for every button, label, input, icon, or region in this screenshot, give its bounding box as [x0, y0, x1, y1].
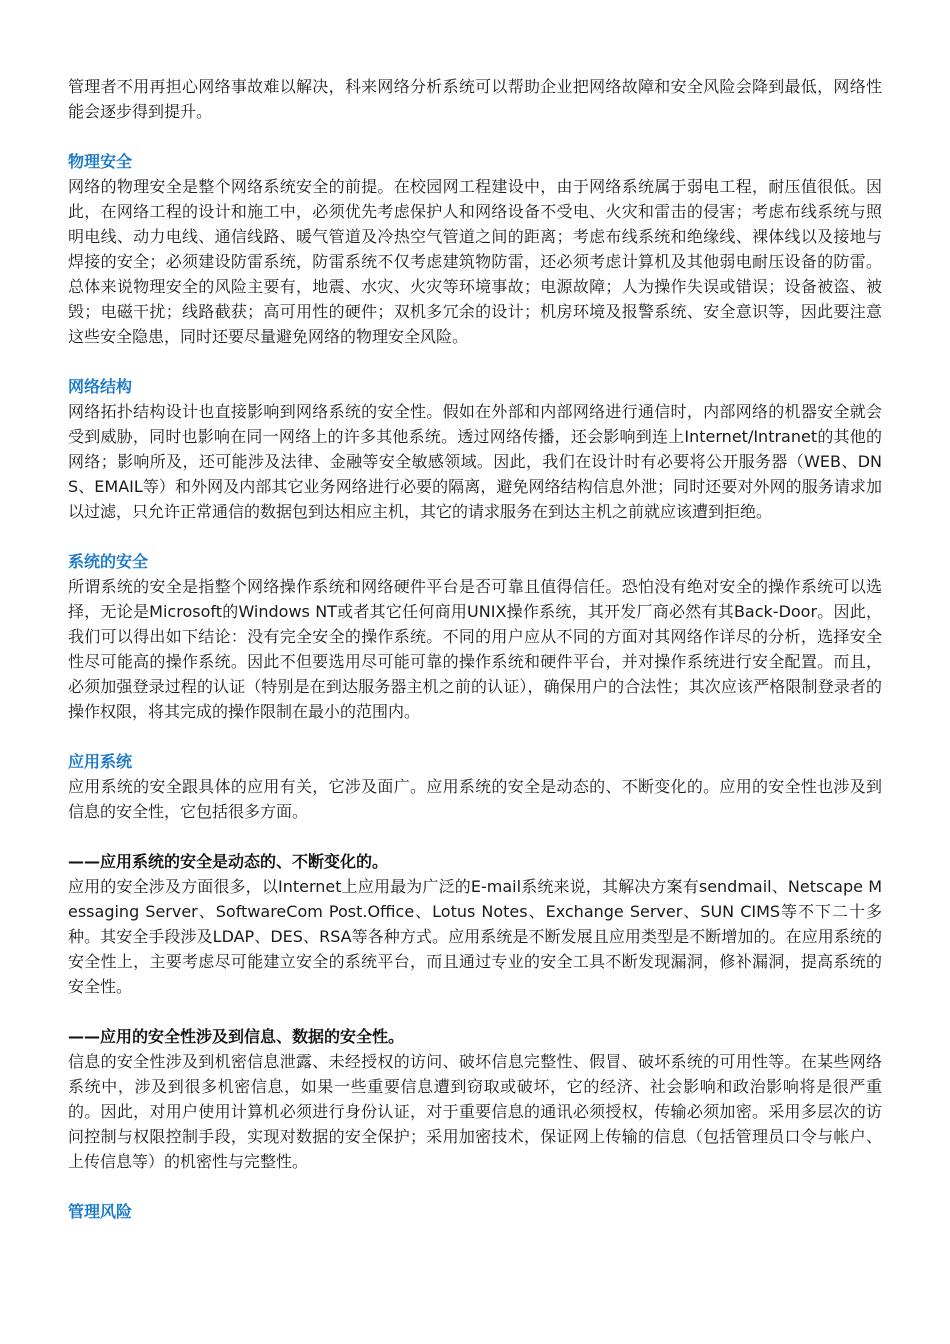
physical-security-heading: 物理安全	[68, 152, 133, 171]
dynamic-security-section	[68, 849, 882, 999]
application-system-heading: 应用系统	[68, 752, 133, 771]
info-security-section	[68, 1024, 882, 1174]
network-structure-section	[68, 374, 882, 524]
info-security-paragraph: 信息的安全性涉及到机密信息泄露、未经授权的访问、破坏信息完整性、假冒、破坏系统的可用性等。在某些网络系统中，涉及到很多机密信息，如果一些重要信息遭到窃取或破坏，它的经济、社会影响和政治影响将是很严重的。因此，对用户使用计算机必须进行身份认证，对于重要信息的通讯必须授权，传输必须加密。采用多层次的访问控制与权限控制手段，实现对数据的安全保护；采用加密技术，保证网上传输的信息（包括管理员口令与帐户、上传信息等）的机密性与完整性。	[68, 1052, 882, 1171]
network-structure-paragraph: 网络拓扑结构设计也直接影响到网络系统的安全性。假如在外部和内部网络进行通信时，内部网络的机器安全就会受到威胁，同时也影响在同一网络上的许多其他系统。透过网络传播，还会影响到连上Internet/Intranet的其他的网络；影响所及，还可能涉及法律、金融等安全敏感领域。因此，我们在设计时有必要将公开服务器（WEB、DNS、EMAIL等）和外网及内部其它业务网络进行必要的隔离，避免网络结构信息外泄；同时还要对外网的服务请求加以过滤，只允许正常通信的数据包到达相应主机，其它的请求服务在到达主机之前就应该遭到拒绝。	[68, 402, 882, 521]
system-security-paragraph: 所谓系统的安全是指整个网络操作系统和网络硬件平台是否可靠且值得信任。恐怕没有绝对安全的操作系统可以选择，无论是Microsoft的Windows NT或者其它任何商用UNIX操作系统，其开发厂商必然有其Back-Door。因此，我们可以得出如下结论：没有完全安全的操作系统。不同的用户应从不同的方面对其网络作详尽的分析，选择安全性尽可能高的操作系统。因此不但要选用尽可能可靠的操作系统和硬件平台，并对操作系统进行安全配置。而且，必须加强登录过程的认证（特别是在到达服务器主机之前的认证），确保用户的合法性；其次应该严格限制登录者的操作权限，将其完成的操作限制在最小的范围内。	[68, 577, 882, 721]
info-security-subheading: ——应用的安全性涉及到信息、数据的安全性。	[68, 1027, 405, 1046]
application-system-paragraph: 应用系统的安全跟具体的应用有关，它涉及面广。应用系统的安全是动态的、不断变化的。应用的安全性也涉及到信息的安全性，它包括很多方面。	[68, 777, 882, 821]
physical-security-paragraph: 网络的物理安全是整个网络系统安全的前提。在校园网工程建设中，由于网络系统属于弱电工程，耐压值很低。因此，在网络工程的设计和施工中，必须优先考虑保护人和网络设备不受电、火灾和雷击的侵害；考虑布线系统与照明电线、动力电线、通信线路、暖气管道及冷热空气管道之间的距离；考虑布线系统和绝缘线、裸体线以及接地与焊接的安全；必须建设防雷系统，防雷系统不仅考虑建筑物防雷，还必须考虑计算机及其他弱电耐压设备的防雷。总体来说物理安全的风险主要有，地震、水灾、火灾等环境事故；电源故障；人为操作失误或错误；设备被盗、被毁；电磁干扰；线路截获；高可用性的硬件；双机多冗余的设计；机房环境及报警系统、安全意识等，因此要注意这些安全隐患，同时还要尽量避免网络的物理安全风险。	[68, 177, 882, 346]
system-security-heading: 系统的安全	[68, 552, 149, 571]
dynamic-security-subheading: ——应用系统的安全是动态的、不断变化的。	[68, 852, 389, 871]
management-risk-heading: 管理风险	[68, 1202, 133, 1221]
system-security-section	[68, 549, 882, 724]
intro-paragraph: 管理者不用再担心网络事故难以解决，科来网络分析系统可以帮助企业把网络故障和安全风险会降到最低，网络性能会逐步得到提升。	[68, 77, 882, 121]
network-structure-heading: 网络结构	[68, 377, 133, 396]
physical-security-section	[68, 149, 882, 349]
document-page	[68, 74, 882, 1224]
management-risk-section	[68, 1199, 882, 1224]
application-system-section	[68, 749, 882, 824]
dynamic-security-paragraph: 应用的安全涉及方面很多，以Internet上应用最为广泛的E-mail系统来说，其解决方案有sendmail、Netscape Messaging Server、SoftwareCom Post.Office、Lotus Notes、Exchange Server、SUN CIMS等不下二十多种。其安全手段涉及LDAP、DES、RSA等各种方式。应用系统是不断发展且应用类型是不断增加的。在应用系统的安全性上，主要考虑尽可能建立安全的系统平台，而且通过专业的安全工具不断发现漏洞，修补漏洞，提高系统的安全性。	[68, 877, 882, 996]
